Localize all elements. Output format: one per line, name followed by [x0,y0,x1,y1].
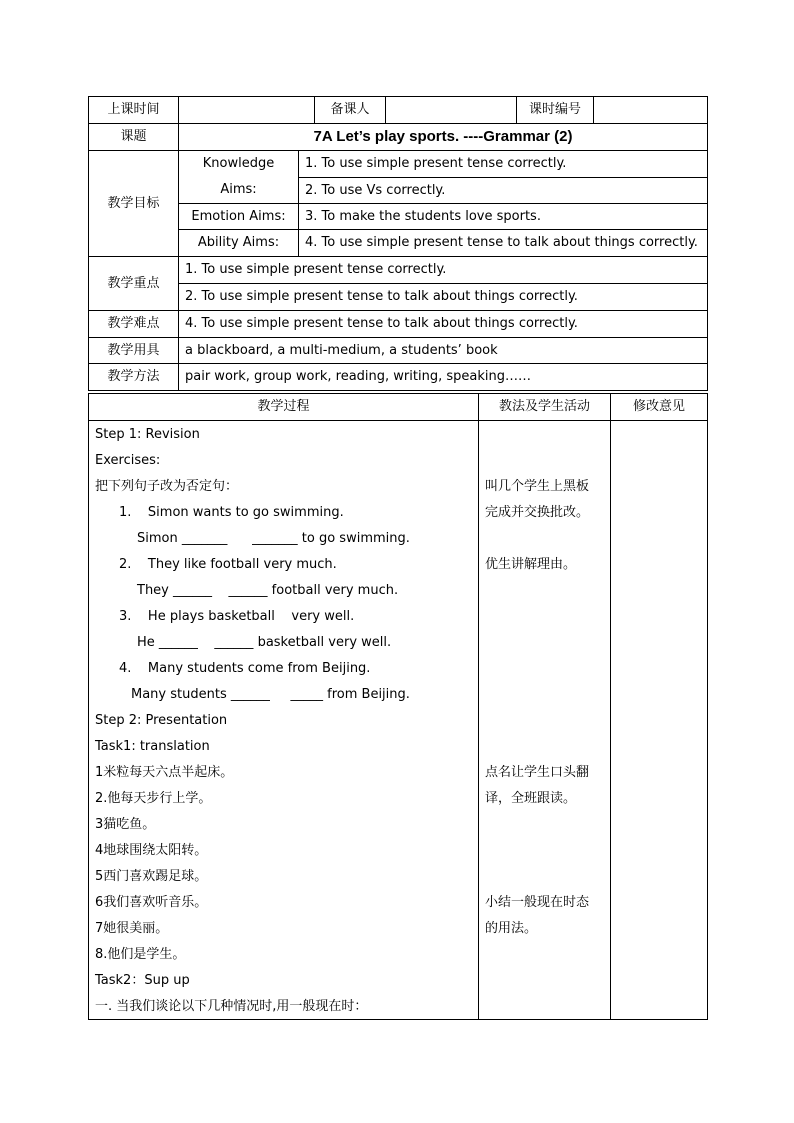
preparer-value [386,97,517,124]
teaching-methods: pair work, group work, reading, writing, speaking…… [179,364,708,391]
process-line: 4. Many students come from Beijing. [119,661,371,676]
activity-note: 点名让学生口头翻 [485,765,590,780]
lesson-info-table [88,96,708,391]
process-line: 2.他每天步行上学。 [95,791,212,806]
process-line: Exercises: [95,453,161,468]
process-line: 1. Simon wants to go swimming. [119,505,344,520]
class-time-label: 上课时间 [89,97,179,124]
process-line: 把下列句子改为否定句： [95,479,239,494]
process-line: 4地球围绕太阳转。 [95,843,208,858]
lesson-number-label: 课时编号 [517,97,594,124]
ability-aims-label: Ability Aims: [179,230,299,257]
key-point-2: 2. To use simple present tense to talk about things correctly. [179,284,708,311]
lesson-number-value [594,97,708,124]
key-point-1: 1. To use simple present tense correctly. [179,257,708,284]
process-line: 1米粒每天六点半起床。 [95,765,234,780]
process-header: 教学过程 [89,394,479,421]
teaching-process-table [88,393,708,1020]
objectives-label: 教学目标 [89,151,179,257]
process-line: 3猫吃鱼。 [95,817,156,832]
process-line: Many students ______ _____ from Beijing. [131,687,410,702]
activity-note: 的用法。 [485,921,538,936]
process-line: 7她很美丽。 [95,921,169,936]
process-line: 2. They like football very much. [119,557,337,572]
process-line: 8.他们是学生。 [95,947,186,962]
process-line: He ______ ______ basketball very well. [137,635,392,650]
activity-note: 小结一般现在时态 [485,895,590,910]
process-line: Step 1: Revision [95,427,200,442]
activity-note: 叫几个学生上黑板 [485,479,590,494]
knowledge-aims-label-line2: Aims: [220,182,257,197]
knowledge-aim-1: 1. To use simple present tense correctly. [299,151,708,178]
difficult-points-label: 教学难点 [89,311,179,338]
difficult-point: 4. To use simple present tense to talk about things correctly. [179,311,708,338]
process-line: They ______ ______ football very much. [137,583,399,598]
teaching-methods-label: 教学方法 [89,364,179,391]
activity-note: 完成并交换批改。 [485,505,590,520]
key-points-label: 教学重点 [89,257,179,311]
activity-note: 译，全班跟读。 [485,791,577,806]
process-line: Step 2: Presentation [95,713,228,728]
knowledge-aims-label [179,151,299,204]
revision-notes-content [611,421,708,1020]
process-content [89,421,479,1020]
topic-label: 课题 [89,124,179,151]
activities-header: 教法及学生活动 [479,394,611,421]
activity-note: 优生讲解理由。 [485,557,577,572]
process-line: 3. He plays basketball very well. [119,609,355,624]
topic-title: 7A Let’s play sports. ----Grammar (2) [179,124,708,151]
process-line: 5西门喜欢踢足球。 [95,869,208,884]
preparer-label: 备课人 [315,97,386,124]
emotion-aim: 3. To make the students love sports. [299,204,708,230]
process-line: Task2：Sup up [95,973,190,988]
ability-aim: 4. To use simple present tense to talk about things correctly. [299,230,708,257]
process-line: 一. 当我们谈论以下几种情况时,用一般现在时： [95,999,368,1014]
revision-notes-header: 修改意见 [611,394,708,421]
process-line: Task1: translation [95,739,210,754]
process-line: Simon _______ _______ to go swimming. [137,531,410,546]
teaching-aids-label: 教学用具 [89,338,179,364]
knowledge-aim-2: 2. To use Vs correctly. [299,178,708,204]
knowledge-aims-label-line1: Knowledge [202,156,275,171]
teaching-aids: a blackboard, a multi-medium, a students’ book [179,338,708,364]
class-time-value [179,97,315,124]
activities-content [479,421,611,1020]
process-line: 6我们喜欢听音乐。 [95,895,208,910]
emotion-aims-label: Emotion Aims: [179,204,299,230]
